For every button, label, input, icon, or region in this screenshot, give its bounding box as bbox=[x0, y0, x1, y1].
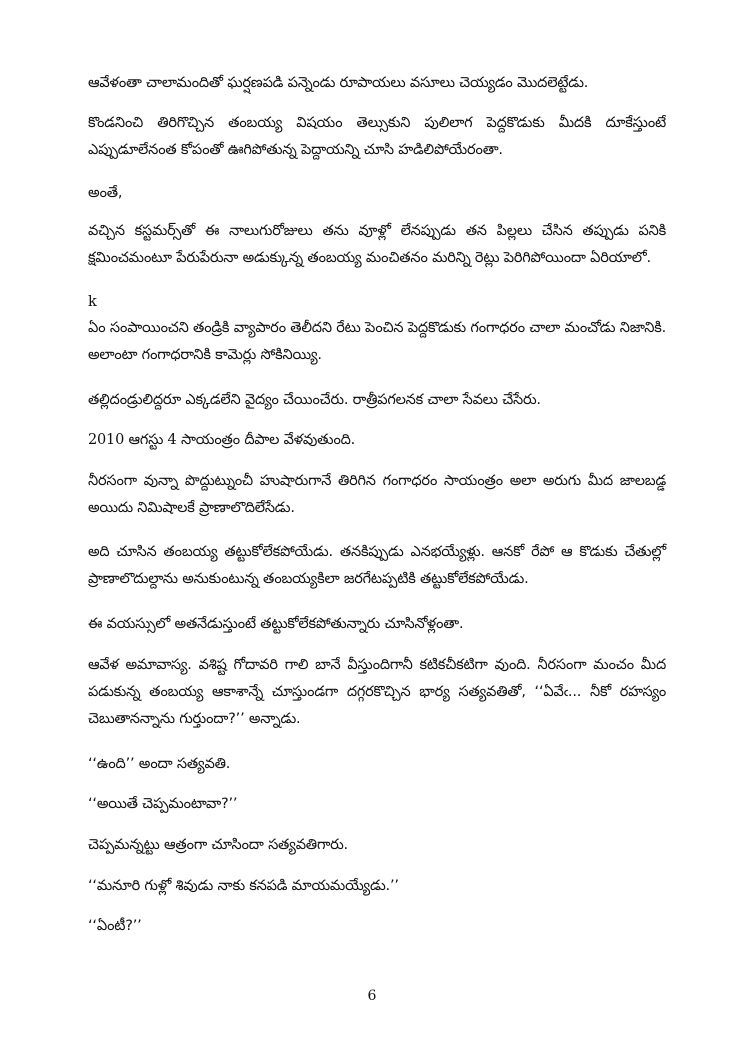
paragraph-12: ఆవేళ అమావాస్య. వశిష్ట గోదావరి గాలి బానే వీస్తుందిగానీ కటికచీకటిగా వుంది. నీరసంగా మంచం మీద పడుకున్న తంబయ్య ఆకాశాన్నే చూస్తుండగా దగ్గరకొచ్చిన భార్య సత్యవతితో, ‘‘ఏవేఁ... నీకో రహస్యం చెబుతానన్నాను గుర్తుందా?’’ అన్నాడు. bbox=[88, 657, 666, 727]
paragraph-10: అది చూసిన తంబయ్య తట్టుకోలేకపోయేడు. తనకిప్పుడు ఎనభయ్యేళ్లు. ఆనకో రేపో ఆ కొడుకు చేతుల్లో ప్రాణాలొదుల్దాను అనుకుంటున్న తంబయ్యకిలా జరగేటప్పటికి తట్టుకోలేకపోయేడు. bbox=[88, 544, 666, 587]
paragraph-14: ‘‘అయితే చెప్పమంటావా?’’ bbox=[88, 796, 238, 812]
paragraph-8: 2010 ఆగస్టు 4 సాయంత్రం దీపాల వేళవుతుంది. bbox=[88, 432, 356, 448]
paragraph-7: తల్లిదండ్రులిద్దరూ ఎక్కడలేని వైద్యం చేయించేరు. రాత్రీపగలనక చాలా సేవలు చేసేరు. bbox=[88, 392, 541, 408]
paragraph-1: ఆవేళంతా చాలామందితో ఘర్షణపడి పన్నెండు రూపాయలు వసూలు చెయ్యడం మొదలెట్టేడు. bbox=[88, 75, 589, 91]
paragraph-9: నీరసంగా వున్నా పొద్దుట్నుంచీ హుషారుగానే తిరిగిన గంగాధరం సాయంత్రం అలా అరుగు మీద జాలబడ్డ అయిదు నిమిషాలకే ప్రాణాలొదిలేసేడు. bbox=[88, 473, 666, 516]
paragraph-17: ‘‘ఏంటీ?’’ bbox=[88, 918, 142, 934]
paragraph-11: ఈ వయస్సులో అతనేడుస్తుంటే తట్టుకోలేకపోతున్నారు చూసినోళ్లంతా. bbox=[88, 616, 464, 632]
paragraph-2: కొండనించి తిరిగొచ్చిన తంబయ్య విషయం తెల్సుకుని పులిలాగ పెద్దకొడుకు మీదకి దూకేస్తుంటే ఎప్పుడూలేనంత కోపంతో ఊగిపోతున్న పెద్దాయన్ని చూసి హడిలిపోయేరంతా. bbox=[88, 115, 666, 158]
paragraph-5: k bbox=[88, 294, 97, 310]
paragraph-3: అంతే, bbox=[88, 185, 123, 201]
page-number: 6 bbox=[367, 988, 377, 1004]
paragraph-6: ఏం సంపాయించని తండ్రికి వ్యాపారం తెలీదని రేటు పెంచిన పెద్దకొడుకు గంగాధరం చాలా మంచోడు నిజానికి. అలాంటా గంగాధరానికి కామెర్లు సోకినియ్యి. bbox=[88, 320, 666, 363]
paragraph-16: ‘‘మనూరి గుళ్లో శివుడు నాకు కనపడి మాయమయ్యేడు.’’ bbox=[88, 878, 399, 894]
paragraph-15: చెప్పమన్నట్టు ఆత్రంగా చూసిందా సత్యవతిగారు. bbox=[88, 837, 348, 853]
paragraph-4: వచ్చిన కస్టమర్స్‌తో ఈ నాలుగురోజులు తను వూళ్లో లేనప్పుడు తన పిల్లలు చేసిన తప్పుడు పనికి క్షమించమంటూ పేరుపేరునా అడుక్కున్న తంబయ్య మంచితనం మరిన్ని రెట్లు పెరిగిపోయిందా ఏరియాలో. bbox=[88, 223, 666, 266]
paragraph-13: ‘‘ఉంది’’ అందా సత్యవతి. bbox=[88, 756, 231, 772]
